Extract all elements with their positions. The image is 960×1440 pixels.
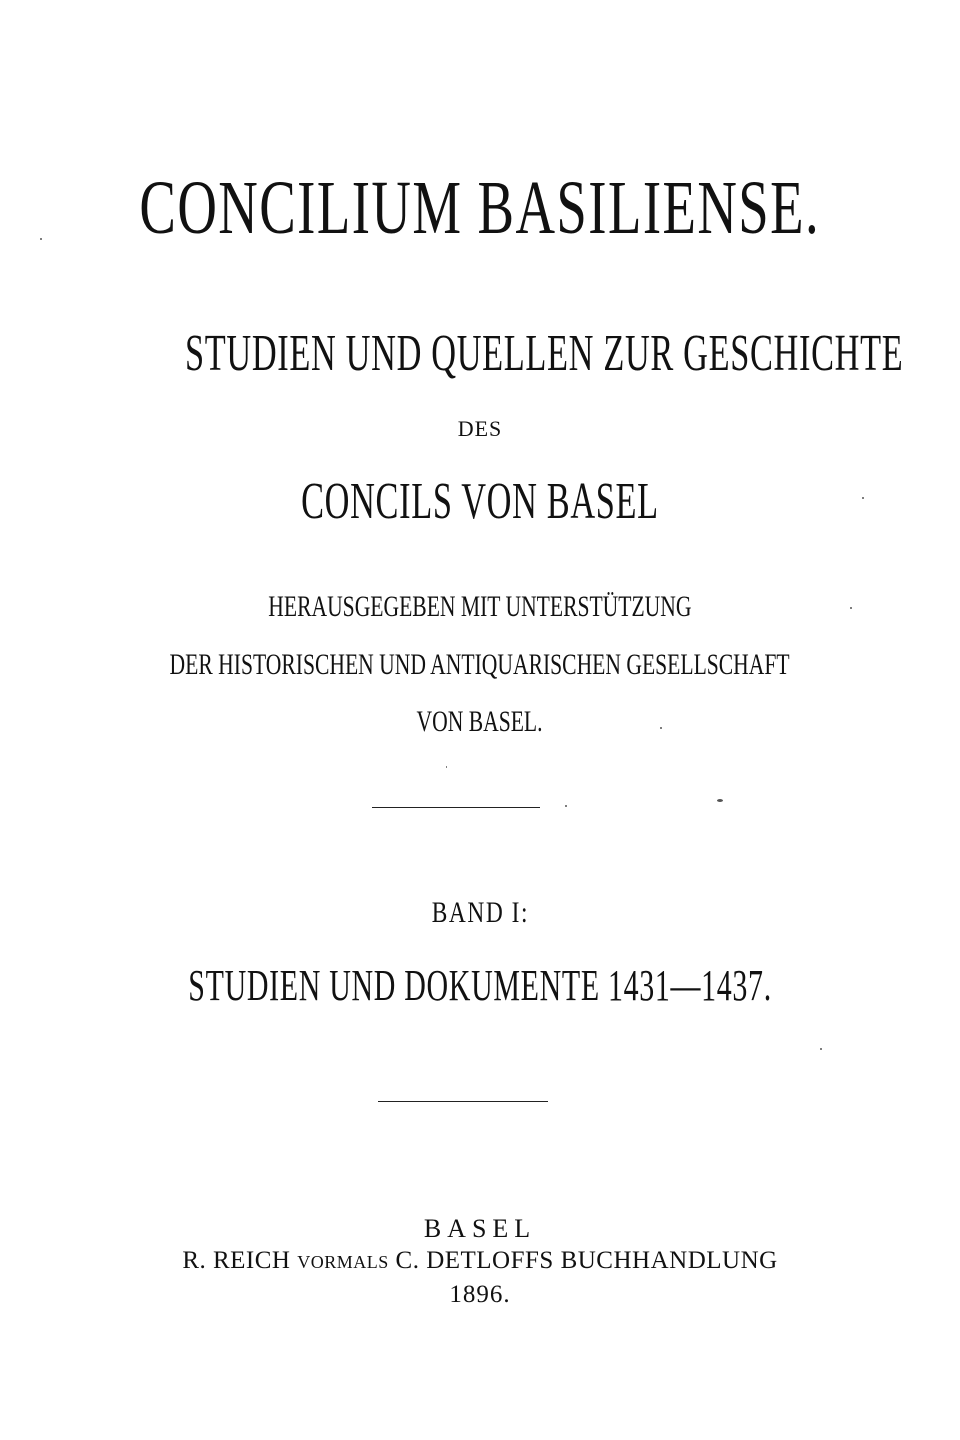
editor-line-3 [0, 707, 960, 737]
scan-speck [717, 799, 723, 802]
volume-number-text: BAND I: [431, 896, 529, 929]
divider-rule [372, 807, 540, 808]
publisher-vormals: VORMALS [297, 1252, 389, 1272]
publisher-name: R. REICH [182, 1247, 291, 1274]
scan-speck [820, 1048, 822, 1050]
imprint-place [0, 1216, 960, 1242]
imprint-publisher [0, 1248, 960, 1273]
volume-title [0, 961, 960, 1010]
volume-title-text: STUDIEN UND DOKUMENTE 1431—1437. [188, 961, 772, 1010]
scan-speck [660, 727, 662, 729]
volume-number [0, 898, 960, 928]
publisher-former-name: C. DETLOFFS BUCHHANDLUNG [395, 1247, 778, 1274]
editor-line-3-text: VON BASEL. [416, 705, 543, 738]
subtitle-text: STUDIEN UND QUELLEN ZUR GESCHICHTE [185, 325, 904, 382]
subtitle [0, 325, 960, 382]
scan-speck [565, 805, 567, 807]
imprint-place-text: BASEL [423, 1214, 537, 1243]
main-title-text: CONCILIUM BASILIENSE. [139, 166, 821, 250]
scan-speck [446, 766, 447, 768]
scan-speck [40, 238, 42, 240]
editor-line-2-text: DER HISTORISCHEN UND ANTIQUARISCHEN GESELLSCHAFT [169, 648, 791, 681]
concils-text: CONCILS VON BASEL [301, 473, 659, 530]
concils-title [0, 473, 960, 530]
main-title [0, 166, 960, 250]
divider-rule [378, 1101, 548, 1102]
des-text: DES [457, 416, 503, 441]
scan-speck [850, 607, 852, 609]
des-line [0, 418, 960, 440]
scan-speck [862, 497, 864, 499]
imprint-year-text: 1896. [449, 1281, 511, 1308]
editor-line-1-text: HERAUSGEGEBEN MIT UNTERSTÜTZUNG [268, 590, 692, 623]
editor-line-2 [0, 650, 960, 680]
editor-line-1 [0, 592, 960, 622]
imprint-year [0, 1282, 960, 1307]
